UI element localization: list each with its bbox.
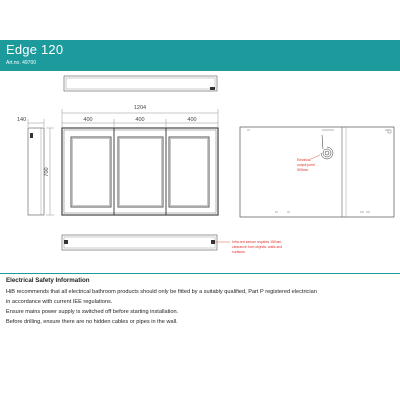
height-label: 700 bbox=[44, 167, 50, 177]
electrical-outlet-note-line-2: output point bbox=[297, 163, 315, 167]
infrared-sensor-note-line-3: surfaces bbox=[232, 250, 245, 254]
technical-drawing bbox=[0, 71, 400, 271]
product-name: Edge 120 bbox=[6, 42, 64, 57]
article-number: Art.no. 49700 bbox=[6, 60, 37, 66]
safety-line-4: Before drilling, ensure there are no hidden cables or pipes in the wall. bbox=[6, 319, 178, 325]
front-view bbox=[62, 128, 218, 215]
safety-line-3: Ensure mains power supply is switched off before starting installation. bbox=[6, 309, 179, 315]
top-view bbox=[64, 76, 217, 91]
bottom-view bbox=[62, 235, 217, 250]
rear-view bbox=[240, 127, 394, 217]
side-view bbox=[28, 128, 44, 215]
infrared-sensor-note-line-1: Infra-red sensor requires 150mm bbox=[232, 240, 282, 244]
section-divider bbox=[0, 273, 400, 274]
overall-width-label: 1204 bbox=[133, 105, 147, 111]
depth-dimension bbox=[28, 119, 44, 127]
safety-heading: Electrical Safety Information bbox=[6, 277, 90, 284]
door-width-3-label: 400 bbox=[187, 117, 197, 123]
electrical-safety-section bbox=[6, 277, 396, 327]
electrical-outlet-note bbox=[297, 158, 316, 172]
infrared-sensor-note-line-2: clearance from objects, walls and bbox=[232, 245, 283, 249]
technical-drawing-svg bbox=[0, 71, 400, 271]
electrical-outlet-symbol bbox=[321, 135, 333, 159]
infrared-sensor-note bbox=[232, 240, 283, 254]
safety-line-1: HiB recommends that all electrical bathroom products should only be fitted by a suitably qualified, Part P registered electrician bbox=[6, 289, 317, 295]
door-width-2-label: 400 bbox=[135, 117, 145, 123]
safety-line-2: in accordance with current IEE regulations. bbox=[6, 299, 113, 305]
depth-label: 140 bbox=[17, 117, 27, 123]
door-width-1-label: 400 bbox=[83, 117, 93, 123]
electrical-outlet-note-line-1: Electrical bbox=[297, 158, 311, 162]
electrical-outlet-leader bbox=[311, 155, 320, 159]
title-bar bbox=[0, 40, 400, 71]
electrical-outlet-note-line-3: 500mm bbox=[297, 168, 309, 172]
